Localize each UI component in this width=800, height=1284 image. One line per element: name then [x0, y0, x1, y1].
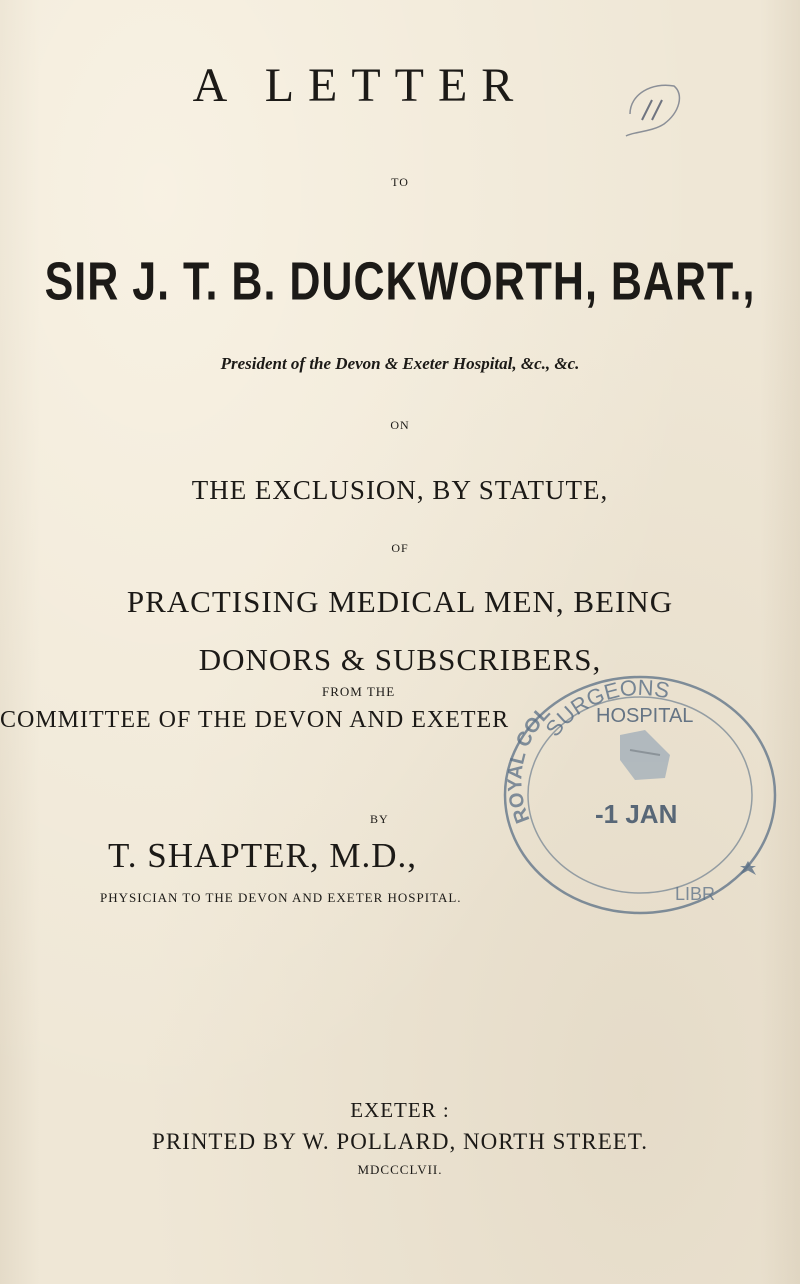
stamp-star-icon — [740, 861, 756, 875]
stamp-date-text: -1 JAN — [595, 799, 678, 829]
from-the-label: FROM THE — [322, 684, 396, 699]
on-label: ON — [390, 418, 410, 432]
stamp-bottom-text: LIBR — [675, 884, 716, 904]
author-title: PHYSICIAN TO THE DEVON AND EXETER HOSPITAL. — [100, 890, 462, 905]
by-label: BY — [370, 812, 389, 826]
stamp-top-text: SURGEONS — [540, 674, 672, 742]
imprint-place: EXETER : — [350, 1098, 450, 1122]
stamp-crest-icon — [620, 730, 670, 780]
subject-line-3: DONORS & SUBSCRIBERS, — [198, 642, 602, 677]
title: A LETTER — [192, 59, 528, 112]
handwritten-mark-icon — [612, 74, 692, 154]
stamp-hospital-text: HOSPITAL — [596, 705, 694, 727]
author-name: T. SHAPTER, M.D., — [108, 836, 418, 875]
committee-line: COMMITTEE OF THE DEVON AND EXETER — [0, 707, 510, 733]
imprint-printer: PRINTED BY W. POLLARD, NORTH STREET. — [152, 1129, 648, 1154]
stamp-left-text: ROYAL COL — [504, 702, 555, 827]
svg-text:ROYAL COL — [504, 702, 555, 826]
imprint-date: MDCCCLVII. — [357, 1162, 443, 1177]
of-label: OF — [391, 541, 409, 555]
recipient-name: SIR J. T. B. DUCKWORTH, BART., — [44, 251, 756, 312]
recipient-title: President of the Devon & Exeter Hospital, &c., &c. — [220, 354, 580, 373]
subject-line-1: THE EXCLUSION, BY STATUTE, — [191, 475, 609, 505]
subject-line-2: PRACTISING MEDICAL MEN, BEING — [126, 584, 674, 619]
library-stamp — [470, 660, 800, 920]
to-label: TO — [391, 175, 409, 189]
